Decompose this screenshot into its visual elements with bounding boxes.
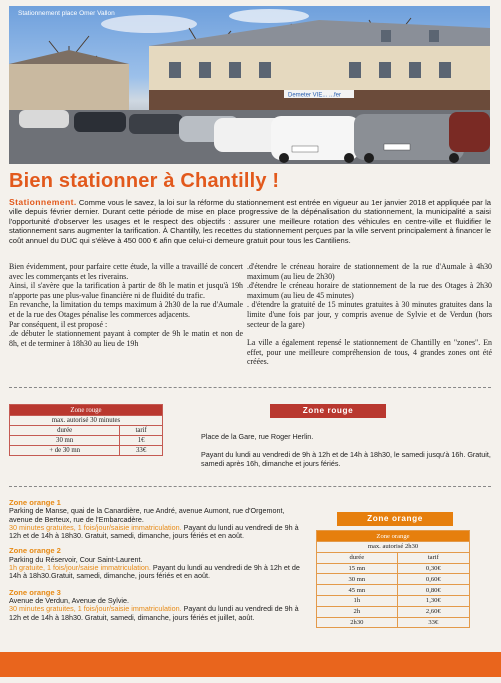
section-divider — [9, 387, 491, 388]
left-paragraph: .de débuter le stationnement payant à compter de 9h le matin et non de 8h, et de terminer à 18h30 au lieu de 19h — [9, 329, 243, 348]
zone-streets: Parking du Réservoir, Cour Saint-Laurent. — [9, 554, 143, 564]
right-column — [247, 262, 492, 367]
zone-hours — [9, 524, 309, 541]
table-cell: 15 mn — [317, 563, 398, 574]
table-cell: 30 mn — [10, 436, 120, 446]
table-cell: 2,60€ — [397, 606, 469, 617]
table-row — [317, 606, 470, 617]
red-zone-hours: Payant du lundi au vendredi de 9h à 12h et de 14h à 18h30, le samedi jusqu'à 16h. Gratuit, samedi après 16h, dimanche et jours fériés. — [201, 450, 491, 469]
section-divider — [9, 486, 491, 487]
left-column — [9, 262, 243, 348]
zone-free-time: 30 minutes gratuites, 1 fois/jour/saisie immatriculation. — [9, 522, 182, 532]
zone-streets: Avenue de Verdun, Avenue de Sylvie. — [9, 595, 130, 605]
red-zone-info — [201, 432, 491, 469]
table-cell: 1,30€ — [397, 595, 469, 606]
table-header: durée — [10, 426, 120, 436]
table-cell: 0,80€ — [397, 585, 469, 596]
zone-free-time: 1h gratuite, 1 fois/jour/saisie immatriculation. — [9, 563, 151, 573]
zone-paid-hours: Payant du lundi au vendredi de 9h à 12h et de 14h à 18h30.Gratuit, samedi, dimanche, jours fériés et en août. — [9, 563, 300, 581]
zone-heading: Zone orange 3 — [9, 587, 61, 597]
table-row — [317, 574, 470, 585]
table-cell: 1h — [317, 595, 398, 606]
lead-keyword: Stationnement. — [9, 197, 77, 207]
zone-streets: Parking de Manse, quai de la Canardière, rue André, avenue Aumont, rue d'Orgemont, avenue de Berteux, rue de l'Embarcadère. — [9, 506, 285, 524]
red-zone-place: Place de la Gare, rue Roger Herlin. — [201, 432, 314, 441]
orange-zone-badge: Zone orange — [337, 512, 453, 526]
table-subtitle: max. autorisé 2h30 — [317, 542, 470, 553]
table-cell: 30 mn — [317, 574, 398, 585]
table-row — [317, 563, 470, 574]
table-cell: 33€ — [120, 446, 163, 456]
page-title: Bien stationner à Chantilly ! — [9, 170, 280, 192]
right-paragraph: La ville a également repensé le stationnement de Chantilly en "zones". En effet, pour une meilleure compréhension de tous, 4 grandes zones ont été créées. — [247, 338, 492, 367]
lead-text: Comme vous le savez, la loi sur la réforme du stationnement est entrée en vigueur au 1er janvier 2018 et appliquée par la ville depuis février dernier. Durant cette période de mise en place progressive de la dépénalisation du stationnement, la municipalité a saisi l'opportunité d'observer les usages et le respect des objectifs : assurer une meilleure rotation des véhicules en centre-ville et fluidifier le stationnement sans augmenter la tarification. À Chantilly, les recettes du stationnement perçues par la ville servent principalement à financer le coût annuel du DUC qui s'élève à 450 000 € afin que celui-ci demeure gratuit pour tous les Cantiliens. — [9, 198, 491, 245]
table-title: Zone orange — [317, 531, 470, 542]
hero-photo — [9, 6, 490, 164]
right-item: . d'étendre la gratuité de 15 minutes gratuites à 30 minutes gratuites dans la limite d'une fois par jour, y compris avenue de Sylvie et de Verdun (hors secteur de la gare) — [247, 300, 492, 329]
table-row — [10, 446, 163, 456]
shop-sign-text: Demeter VIE... ...fer — [288, 92, 342, 99]
table-cell: + de 30 mn — [10, 446, 120, 456]
table-cell: 2h — [317, 606, 398, 617]
left-paragraph: Ainsi, il s'avère que la tarification à partir de 8h le matin et jusqu'à 19h n'apporte pas une plus-value financière ni de fluidité du trafic. — [9, 281, 243, 300]
table-row — [10, 436, 163, 446]
table-row — [317, 595, 470, 606]
orange-zone-table — [316, 530, 470, 628]
photo-caption: Stationnement place Omer Vallon — [18, 10, 115, 17]
table-cell: 0,30€ — [397, 563, 469, 574]
right-item: .d'étendre le créneau horaire de stationnement de la rue d'Aumale à 4h30 maximum (au lieu de 2h30) — [247, 262, 492, 281]
left-paragraph: En revanche, la limitation du temps maximum à 2h30 de la rue d'Aumale et de la rue des Otages pénalise les commerces adjacents. — [9, 300, 243, 319]
table-row — [317, 585, 470, 596]
table-cell: 2h30 — [317, 617, 398, 628]
lead-paragraph — [9, 198, 491, 245]
table-subtitle: max. autorisé 30 minutes — [10, 416, 163, 426]
table-cell: 1€ — [120, 436, 163, 446]
left-paragraph: Bien évidemment, pour parfaire cette étude, la ville a travaillé de concert avec les commerçants et les riverains. — [9, 262, 243, 281]
right-item: .d'étendre le créneau horaire de stationnement de la rue des Otages à 2h30 maximum (au lieu de 45 minutes) — [247, 281, 492, 300]
zone-free-time: 30 minutes gratuites, 1 fois/jour/saisie immatriculation. — [9, 604, 182, 614]
red-zone-badge: Zone rouge — [270, 404, 386, 418]
zone-paid-hours: Payant du lundi au vendredi de 9h à 12h et de 14h à 18h30. Gratuit, samedi, dimanche, jours fériés et en août. — [9, 522, 299, 541]
right-paragraph — [247, 262, 492, 329]
table-header: tarif — [120, 426, 163, 436]
zone-heading: Zone orange 1 — [9, 498, 61, 507]
table-cell: 0,60€ — [397, 574, 469, 585]
orange-zone-info — [9, 499, 309, 622]
footer-strip — [0, 677, 501, 683]
table-row — [317, 617, 470, 628]
table-title: Zone rouge — [10, 405, 163, 416]
zone-heading: Zone orange 2 — [9, 546, 61, 556]
zone-hours — [9, 564, 309, 581]
footer-bar — [0, 652, 501, 677]
red-zone-table — [9, 404, 163, 456]
parking-photo-illustration — [9, 6, 490, 164]
table-cell: 33€ — [397, 617, 469, 628]
left-paragraph: Par conséquent, il est proposé : — [9, 319, 108, 329]
zone-paid-hours: Payant du lundi au vendredi de 9h à 12h et de 14h à 18h30. Gratuit, samedi, dimanche, jours fériés et juillet, août. — [9, 604, 299, 622]
table-header: durée — [317, 552, 398, 563]
zone-hours — [9, 605, 309, 622]
table-cell: 45 mn — [317, 585, 398, 596]
table-header: tarif — [397, 552, 469, 563]
